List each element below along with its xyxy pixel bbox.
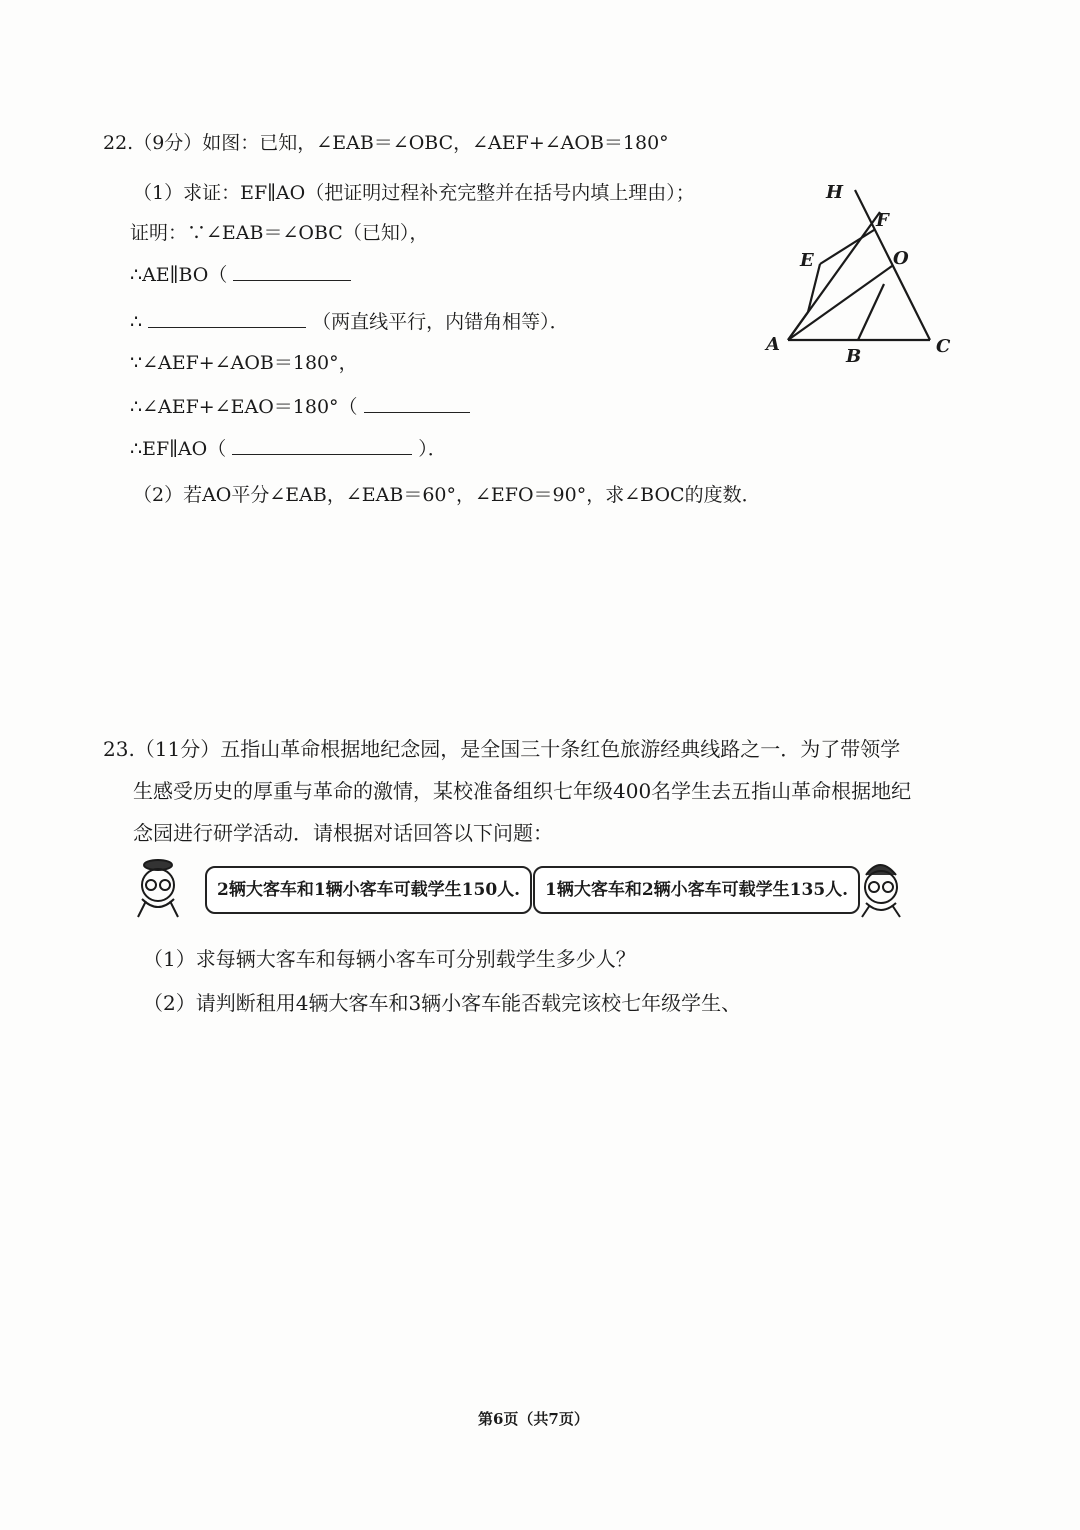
proof-line-6 [130, 434, 447, 461]
line-AO [788, 266, 892, 340]
q22-part1-prompt: （1）求证：EF∥AO（把证明过程补充完整并在括号内填上理由）； [133, 182, 695, 204]
proof-line-6-text: ∴EF∥AO（ [130, 438, 227, 460]
student-boy-icon [850, 855, 912, 921]
proof-line-2-text: ∴AE∥BO（ [130, 264, 228, 286]
blank-reason-3[interactable] [232, 450, 412, 455]
q22-part2-prompt: （2）若AO平分∠EAB，∠EAB＝60°，∠EFO＝90°，求∠BOC的度数． [133, 484, 761, 506]
blank-statement[interactable] [148, 323, 306, 328]
q23-line-3: 念园进行研学活动．请根据对话回答以下问题： [133, 821, 553, 845]
proof-line-1: 证明：∵∠EAB＝∠OBC（已知）， [130, 222, 429, 244]
proof-line-3 [130, 307, 569, 334]
blank-reason-2[interactable] [364, 408, 470, 413]
q23-line-2: 生感受历史的厚重与革命的激情，某校准备组织七年级400名学生去五指山革命根据地纪 [133, 779, 912, 803]
blank-reason-1[interactable] [233, 276, 351, 281]
line-AE [788, 312, 808, 340]
q22-heading: 22.（9分）如图：已知，∠EAB＝∠OBC，∠AEF+∠AOB＝180° [103, 132, 669, 154]
proof-line-3-reason: （两直线平行，内错角相等）． [312, 311, 569, 333]
label-E: E [800, 250, 814, 271]
q23-part2-prompt: （2）请判断租用4辆大客车和3辆小客车能否载完该校七年级学生、 [143, 991, 742, 1015]
label-C: C [936, 336, 951, 357]
speech-bubble-2: 1辆大客车和2辆小客车可载学生135人. [533, 866, 860, 914]
proof-line-6-end: ）． [418, 438, 447, 460]
speech-bubble-1: 2辆大客车和1辆小客车可载学生150人. [205, 866, 532, 914]
label-O: O [893, 248, 909, 269]
student-girl-icon [128, 855, 190, 919]
proof-line-3-prefix: ∴ [130, 311, 143, 333]
proof-line-4: ∵∠AEF+∠AOB＝180°， [130, 352, 358, 374]
geometry-figure [760, 172, 960, 372]
proof-line-2 [130, 260, 357, 287]
proof-line-5-text: ∴∠AEF+∠EAO＝180°（ [130, 396, 358, 418]
q23-line-1: 23.（11分）五指山革命根据地纪念园，是全国三十条红色旅游经典线路之一．为了带领学 [103, 737, 901, 761]
label-F: F [876, 210, 889, 231]
label-H: H [826, 182, 844, 203]
proof-line-5 [130, 392, 476, 419]
q23-part1-prompt: （1）求每辆大客车和每辆小客车可分别载学生多少人？ [143, 947, 636, 971]
line-BO [858, 284, 884, 340]
label-A: A [766, 334, 780, 355]
page-footer: 第6页（共7页） [478, 1410, 589, 1428]
label-B: B [846, 346, 862, 367]
